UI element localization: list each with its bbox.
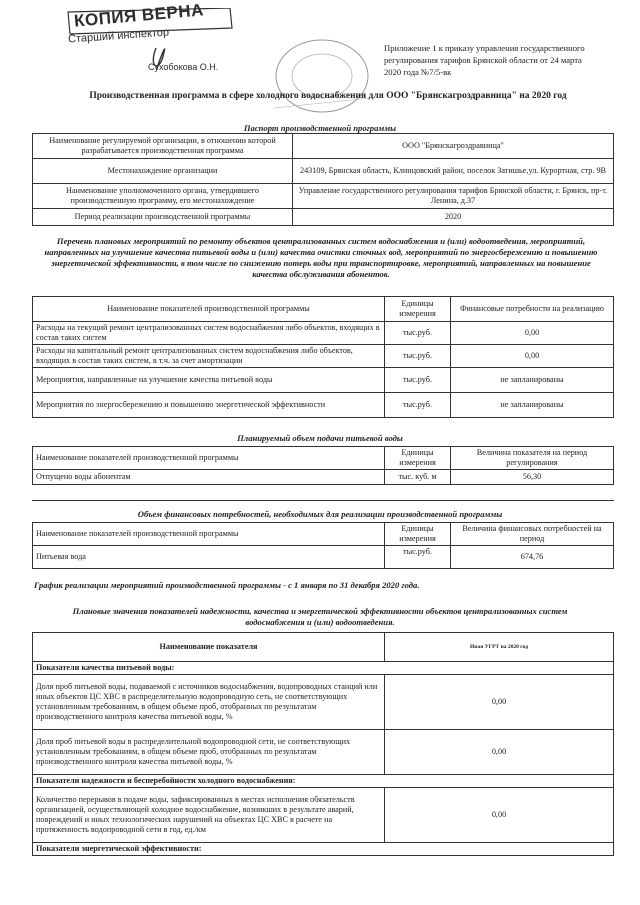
table-cell: Доля проб питьевой воды, подаваемой с источников водоснабжения, водопроводных станций или иных объектов ЦС ХВС в распределительную водопроводную сеть, не соответствующих установленным требованиям, в общем объеме проб, отобранных по результатам производственного контроля качества питьевой воды, % — [33, 675, 385, 730]
organization-seal — [262, 18, 382, 118]
section-row — [33, 775, 614, 788]
table-row — [33, 368, 614, 393]
column-header: Единицы измерения — [385, 523, 451, 546]
volume-title: Планируемый объем подачи питьевой воды — [237, 433, 403, 443]
table-cell: 56,30 — [451, 470, 614, 485]
table-header-row — [33, 297, 614, 322]
table-row — [33, 470, 614, 485]
reliability-table — [32, 632, 614, 856]
measures-title: Перечень плановых мероприятий по ремонту объектов централизованных систем водоснабжения и (или) водоотведения, мероприятий, направленных на улучшение качества питьевой воды и (или) качества очистки сточных вод, мероприятий по энергосбережению и повышению энергетической эффективности, в том числе по снижению потерь воды при транспортировке, мероприятий, направленных на повышение качества обслуживания абонентов. — [44, 236, 598, 279]
column-header: Наименование показателей производственной программы — [33, 297, 385, 322]
table-cell: 2020 — [293, 209, 614, 226]
column-header: Наименование показателя — [33, 633, 385, 662]
table-cell: Отпущено воды абонентам — [33, 470, 385, 485]
table-cell: тыс.руб. — [385, 368, 451, 393]
table-row — [33, 675, 614, 730]
table-cell: Управление государственного регулирования тарифов Брянской области, г. Брянск, пр-т. Ленина, д.37 — [293, 184, 614, 209]
document-title: Производственная программа в сфере холодного водоснабжения для ООО "Брянскагроздравница" на 2020 год — [89, 91, 567, 101]
appendix-line: Приложение 1 к приказу управления государственного — [384, 43, 585, 53]
column-header: Наименование показателей производственной программы — [33, 447, 385, 470]
table-cell: Количество перерывов в подаче воды, зафиксированных в местах исполнения обязательств организацией, осуществляющей холодное водоснабжение, возникших в результате аварий, повреждений и иных технологических нарушений на объектах ЦС ХВС в расчете на протяженность водопроводной сети в год, ед./км — [33, 788, 385, 843]
table-cell: 0,00 — [451, 322, 614, 345]
appendix-line: регулирования тарифов Брянской области от 24 марта — [384, 55, 582, 65]
table-cell: Мероприятия, направленные на улучшение качества питьевой воды — [33, 368, 385, 393]
stamp-position: Старший инспектор — [67, 26, 170, 46]
table-row — [33, 159, 614, 184]
section-label: Показатели надежности и бесперебойности холодного водоснабжения: — [33, 775, 614, 788]
section-label: Показатели энергетической эффективности: — [33, 843, 614, 856]
table-cell: 0,00 — [385, 730, 614, 775]
table-row — [33, 345, 614, 368]
measures-table — [32, 296, 614, 418]
table-row — [33, 730, 614, 775]
table-row — [33, 134, 614, 159]
table-cell: 0,00 — [451, 345, 614, 368]
table-cell: не запланированы — [451, 393, 614, 418]
table-cell: не запланированы — [451, 368, 614, 393]
table-header-row — [33, 523, 614, 546]
appendix-line: 2020 года №7/5-вк — [384, 67, 452, 77]
table-header-row — [33, 633, 614, 662]
table-cell: тыс.руб. — [385, 345, 451, 368]
table-cell: Местонахождение организации — [33, 159, 293, 184]
table-cell: Наименование регулируемой организации, в отношении которой разрабатывается производственная программа — [33, 134, 293, 159]
finance-table — [32, 522, 614, 569]
table-cell: тыс. куб. м — [385, 470, 451, 485]
table-cell: 674,76 — [451, 546, 614, 569]
table-cell: тыс.руб. — [385, 322, 451, 345]
table-row — [33, 209, 614, 226]
table-row — [33, 322, 614, 345]
table-row — [33, 184, 614, 209]
table-cell: 0,00 — [385, 788, 614, 843]
table-cell: Питьевая вода — [33, 546, 385, 569]
table-cell: тыс.руб. — [385, 546, 451, 569]
table-cell: Мероприятия по энергосбережению и повышению энергетической эффективности — [33, 393, 385, 418]
table-cell: ООО "Брянскагроздравница" — [293, 134, 614, 159]
column-header: Величина финансовых потребностей на период — [451, 523, 614, 546]
section-row — [33, 843, 614, 856]
certified-copy-stamp — [60, 0, 256, 72]
table-cell: Расходы на капитальный ремонт централизованных систем водоснабжения либо объектов, входящих в состав таких систем, в т.ч. за счет амортизации — [33, 345, 385, 368]
table-row — [33, 393, 614, 418]
table-cell: Наименование уполномоченного органа, утвердившего производственную программу, его местонахождение — [33, 184, 293, 209]
table-cell: 0,00 — [385, 675, 614, 730]
table-cell: Расходы на текущий ремонт централизованных систем водоснабжения либо объектов, входящих в состав таких систем — [33, 322, 385, 345]
column-header: Единицы измерения — [385, 297, 451, 322]
table-cell: Период реализации производственной программы — [33, 209, 293, 226]
stamp-title: КОПИЯ ВЕРНА — [73, 0, 205, 31]
table-cell: Доля проб питьевой воды в распределительной водопроводной сети, не соответствующих установленным требованиям, в общем объеме проб, отобранных по результатам производственного контроля качества питьевой воды, % — [33, 730, 385, 775]
appendix-note — [384, 42, 624, 78]
table-row — [33, 546, 614, 569]
column-header: Величина показателя на период регулирования — [451, 447, 614, 470]
schedule-note: График реализации мероприятий производственной программы - с 1 января по 31 декабря 2020 года. — [34, 580, 420, 590]
passport-title: Паспорт производственной программы — [243, 123, 397, 133]
passport-table — [32, 133, 614, 226]
volume-table — [32, 446, 614, 485]
column-header: Иная УГРТ на 2020 год — [385, 633, 614, 662]
table-cell: 243109, Брянская область, Клинцовский район, поселок Затишье,ул. Курортная, стр. 9В — [293, 159, 614, 184]
finance-title: Объем финансовых потребностей, необходимых для реализации производственной программы — [137, 509, 503, 519]
reliability-title: Плановые значения показателей надежности, качества и энергетической эффективности объектов централизованных систем водоснабжения и (или) водоотведения. — [72, 606, 568, 627]
table-cell: тыс.руб. — [385, 393, 451, 418]
table-row — [33, 788, 614, 843]
section-row — [33, 662, 614, 675]
table-header-row — [33, 447, 614, 470]
column-header: Единицы измерения — [385, 447, 451, 470]
column-header: Наименование показателей производственной программы — [33, 523, 385, 546]
divider — [32, 500, 614, 501]
column-header: Финансовые потребности на реализацию — [451, 297, 614, 322]
stamp-name: Сухобокова О.Н. — [148, 62, 219, 72]
section-label: Показатели качества питьевой воды: — [33, 662, 614, 675]
